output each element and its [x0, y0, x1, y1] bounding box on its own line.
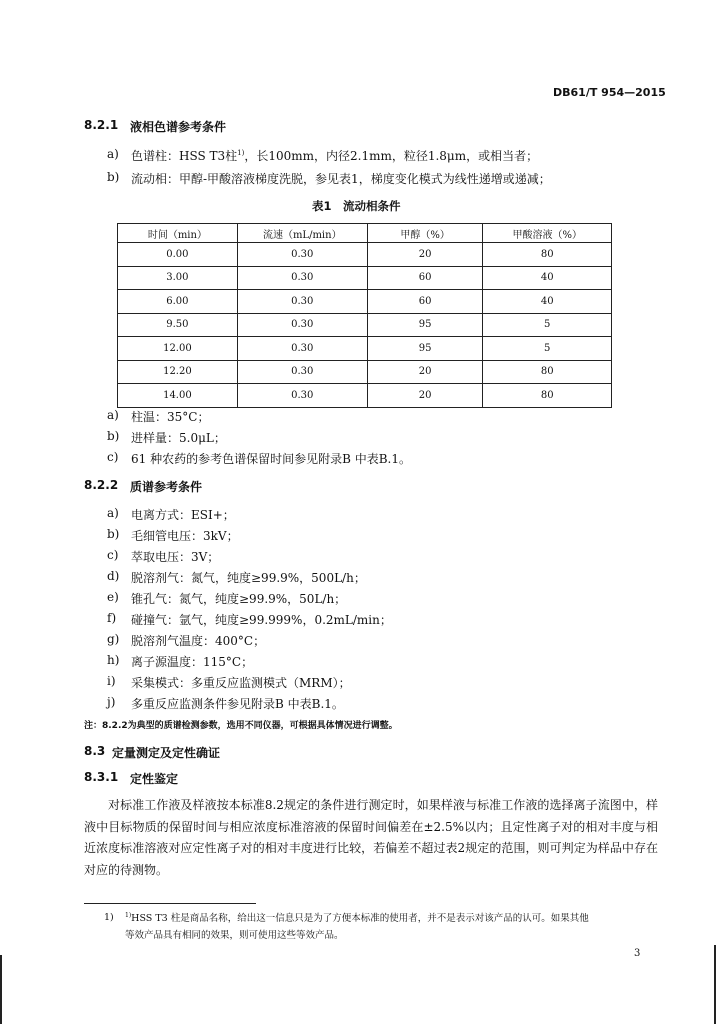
table-row — [118, 243, 612, 267]
table-row — [118, 313, 612, 337]
footnote-divider — [84, 903, 256, 904]
table-cell: 20 — [367, 243, 483, 267]
table-cell: 12.20 — [118, 360, 238, 384]
list-item: 脱溶剂气温度：400°C； — [131, 634, 266, 648]
section-8-3-1-number: 8.3.1 — [84, 770, 119, 784]
table-cell: 0.30 — [237, 384, 367, 408]
table-cell: 6.00 — [118, 290, 238, 314]
table-cell: 60 — [367, 266, 483, 290]
mobile-phase-table — [117, 223, 612, 408]
footnote-line-2: 等效产品具有相同的效果，则可使用这些等效产品。 — [125, 930, 344, 941]
table-cell: 80 — [483, 243, 612, 267]
list-item: 采集模式：多重反应监测模式（MRM）； — [131, 676, 351, 690]
section-8-3-1-title: 定性鉴定 — [130, 772, 179, 786]
list-label: b) — [107, 527, 120, 541]
table-header-row — [118, 224, 612, 243]
table-cell: 95 — [367, 313, 483, 337]
table-header-cell: 甲酸溶液（%） — [483, 224, 612, 243]
list-label: b) — [107, 429, 120, 443]
list-label: c) — [107, 548, 119, 562]
table-cell: 20 — [367, 384, 483, 408]
table-cell: 9.50 — [118, 313, 238, 337]
list-item: 电离方式：ESI+； — [131, 508, 235, 522]
table-header-cell: 流速（mL/min） — [237, 224, 367, 243]
table-cell: 0.30 — [237, 313, 367, 337]
page-number: 3 — [634, 948, 641, 959]
list-item: 多重反应监测条件参见附录B 中表B.1。 — [131, 697, 344, 711]
injection-volume: 进样量：5.0μL； — [131, 431, 226, 445]
section-8-2-1-title: 液相色谱参考条件 — [130, 120, 227, 134]
scan-edge-right — [714, 945, 716, 1024]
footnote-text-1: HSS T3 柱是商品名称，给出这一信息只是为了方便本标准的使用者，并不是表示对该产品的认可。如果其他 — [131, 913, 589, 924]
list-label: e) — [107, 590, 119, 604]
table-cell: 3.00 — [118, 266, 238, 290]
table-cell: 0.30 — [237, 243, 367, 267]
table-cell: 80 — [483, 384, 612, 408]
table-row — [118, 290, 612, 314]
table-cell: 0.30 — [237, 337, 367, 361]
table-row — [118, 266, 612, 290]
list-label: j) — [107, 695, 116, 709]
list-label: h) — [107, 653, 120, 667]
column-text: 色谱柱：HSS T3柱 — [131, 149, 238, 163]
column-description — [131, 147, 538, 164]
footnote-sup: 1) — [125, 911, 132, 919]
table-cell: 20 — [367, 360, 483, 384]
list-label: a) — [107, 408, 119, 422]
table-cell: 80 — [483, 360, 612, 384]
table-cell: 40 — [483, 290, 612, 314]
table-row — [118, 337, 612, 361]
scan-edge-left — [0, 955, 2, 1024]
table-cell: 40 — [483, 266, 612, 290]
table-caption: 表1 流动相条件 — [312, 199, 401, 213]
list-label: g) — [107, 632, 120, 646]
list-label: i) — [107, 674, 116, 688]
section-8-2-2-title: 质谱参考条件 — [130, 480, 203, 494]
section-8-3-title: 定量测定及定性确证 — [112, 746, 221, 760]
footnote-line-1 — [125, 910, 589, 924]
table-cell: 0.30 — [237, 290, 367, 314]
table-cell: 0.30 — [237, 266, 367, 290]
table-cell: 12.00 — [118, 337, 238, 361]
table-row — [118, 384, 612, 408]
section-8-2-1-number: 8.2.1 — [84, 118, 119, 132]
table-cell: 0.30 — [237, 360, 367, 384]
table-cell: 60 — [367, 290, 483, 314]
list-label: d) — [107, 569, 120, 583]
list-label: c) — [107, 450, 119, 464]
list-item: 锥孔气：氮气，纯度≥99.9%，50L/h； — [131, 592, 347, 606]
document-number: DB61/T 954—2015 — [553, 86, 666, 99]
list-label: b) — [107, 170, 120, 184]
table-row — [118, 360, 612, 384]
list-item: 毛细管电压：3kV； — [131, 529, 239, 543]
list-item: 离子源温度：115°C； — [131, 655, 254, 669]
table-cell: 14.00 — [118, 384, 238, 408]
list-item: 萃取电压：3V； — [131, 550, 220, 564]
table-cell: 0.00 — [118, 243, 238, 267]
table-header-cell: 时间（min） — [118, 224, 238, 243]
footnote-ref: 1) — [237, 149, 245, 157]
section-8-3-number: 8.3 — [84, 744, 106, 758]
ms-note: 注：8.2.2为典型的质谱检测参数，选用不同仪器，可根据具体情况进行调整。 — [84, 721, 398, 731]
qualitative-paragraph: 对标准工作液及样液按本标准8.2规定的条件进行测定时，如果样液与标准工作液的选择离子流图中，样液中目标物质的保留时间与相应浓度标准溶液的保留时间偏差在±2.5%以内；且定性离子对的相对丰度与相近浓度标准溶液对应定性离子对的相对丰度进行比较，若偏差不超过表2规定的范围，则可判定为样品中存在对应的待测物。 — [84, 798, 658, 877]
list-label: f) — [107, 611, 117, 625]
list-label: a) — [107, 147, 119, 161]
list-label: a) — [107, 506, 119, 520]
footnote-number: 1) — [104, 912, 114, 923]
retention-time-reference: 61 种农药的参考色谱保留时间参见附录B 中表B.1。 — [131, 452, 411, 466]
column-temperature: 柱温：35°C； — [131, 410, 210, 424]
table-cell: 95 — [367, 337, 483, 361]
column-text-rest: ，长100mm，内径2.1mm，粒径1.8μm，或相当者； — [244, 149, 539, 163]
table-cell: 5 — [483, 337, 612, 361]
section-8-2-2-number: 8.2.2 — [84, 478, 119, 492]
list-item: 碰撞气：氩气，纯度≥99.999%，0.2mL/min； — [131, 613, 392, 627]
table-header-cell: 甲醇（%） — [367, 224, 483, 243]
list-item: 脱溶剂气：氮气，纯度≥99.9%，500L/h； — [131, 571, 366, 585]
mobile-phase-description: 流动相：甲醇-甲酸溶液梯度洗脱，参见表1，梯度变化模式为线性递增或递减； — [131, 172, 551, 186]
table-cell: 5 — [483, 313, 612, 337]
